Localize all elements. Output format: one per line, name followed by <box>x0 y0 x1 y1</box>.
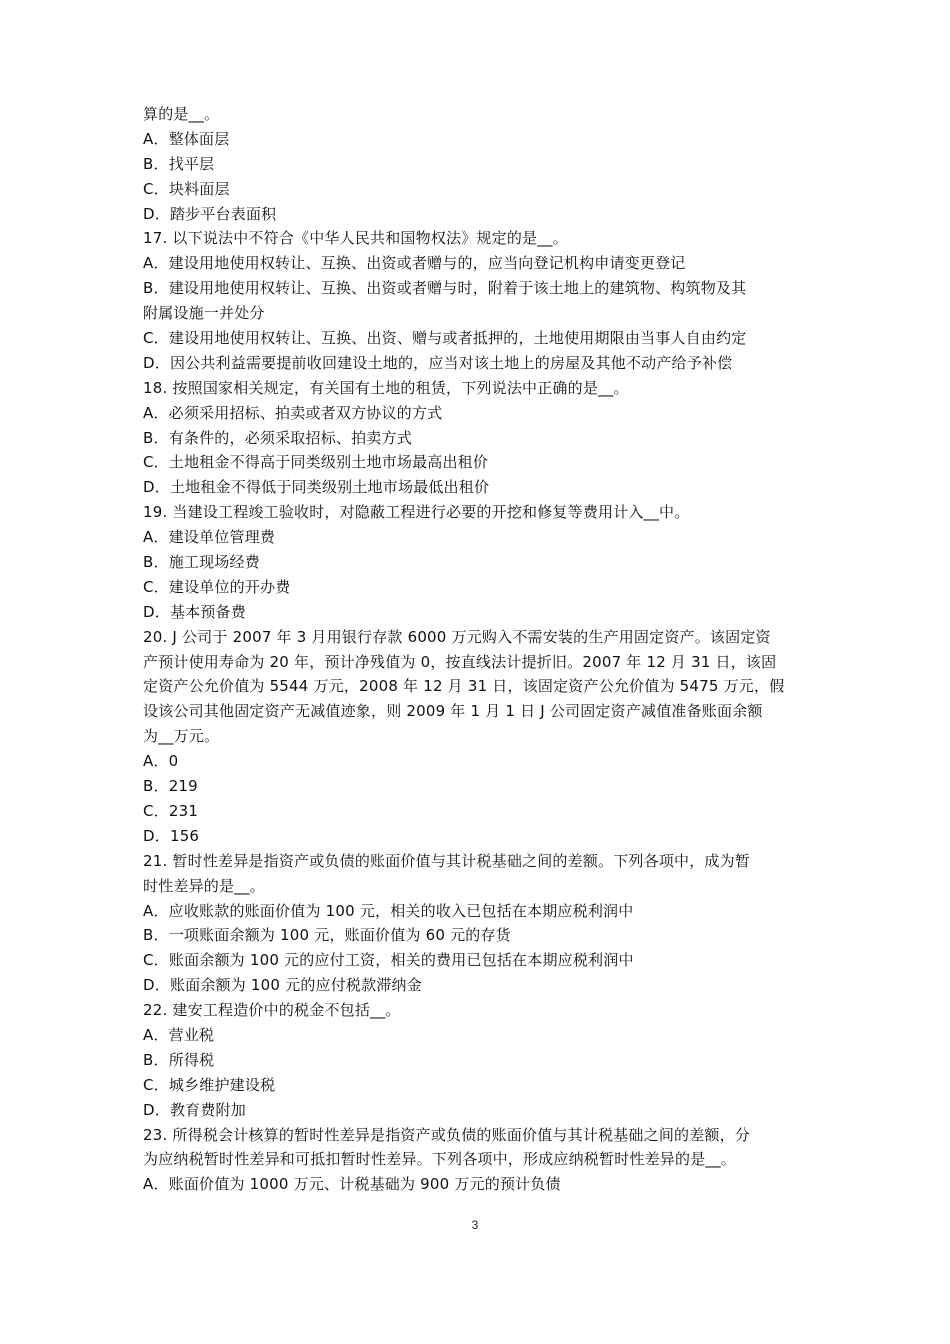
text-line: A．必须采用招标、拍卖或者双方协议的方式 <box>143 403 443 422</box>
document-body <box>143 102 815 1197</box>
text-line: A．应收账款的账面价值为 100 元，相关的收入已包括在本期应税利润中 <box>143 901 634 920</box>
text-line: C．建设用地使用权转让、互换、出资、赠与或者抵押的，土地使用期限由当事人自由约定 <box>143 329 747 348</box>
text-line: B．一项账面余额为 100 元，账面价值为 60 元的存货 <box>143 926 511 945</box>
text-line: 产预计使用寿命为 20 年，预计净残值为 0，按直线法计提折旧。2007 年 12 月 31 日，该固 <box>143 652 777 671</box>
question-23: 23. 所得税会计核算的暂时性差异是指资产或负债的账面价值与其计税基础之间的差额，分 <box>143 1125 751 1144</box>
text-line: A．0 <box>143 752 179 771</box>
text-line: B．有条件的，必须采取招标、拍卖方式 <box>143 428 412 447</box>
question-19: 19. 当建设工程竣工验收时，对隐蔽工程进行必要的开挖和修复等费用计入__中。 <box>143 503 690 522</box>
text-line: 时性差异的是__。 <box>143 876 265 895</box>
text-line: C．231 <box>143 801 199 820</box>
text-line: C．土地租金不得高于同类级别土地市场最高出租价 <box>143 453 489 472</box>
text-line: B．所得税 <box>143 1050 215 1069</box>
text-line: D．156 <box>143 826 200 845</box>
text-line: 附属设施一并处分 <box>143 304 265 323</box>
text-line: A．整体面层 <box>143 129 230 148</box>
text-line: 设该公司其他固定资产无减值迹象，则 2009 年 1 月 1 日 J 公司固定资产减值准备账面余额 <box>143 702 763 721</box>
text-line: A．建设单位管理费 <box>143 528 276 547</box>
text-line: B．219 <box>143 777 198 796</box>
text-line: A．账面价值为 1000 万元、计税基础为 900 万元的预计负债 <box>143 1175 561 1194</box>
question-18: 18. 按照国家相关规定，有关国有土地的租赁，下列说法中正确的是__。 <box>143 378 629 397</box>
text-line: C．块料面层 <box>143 179 230 198</box>
text-line: 定资产公允价值为 5544 万元，2008 年 12 月 31 日，该固定资产公允价值为 5475 万元，假 <box>143 677 785 696</box>
text-line: D．基本预备费 <box>143 602 246 621</box>
text-line: D．土地租金不得低于同类级别土地市场最低出租价 <box>143 478 490 497</box>
question-21: 21. 暂时性差异是指资产或负债的账面价值与其计税基础之间的差额。下列各项中，成为暂 <box>143 851 751 870</box>
text-line: D．因公共利益需要提前收回建设土地的，应当对该土地上的房屋及其他不动产给予补偿 <box>143 353 733 372</box>
text-line: B．建设用地使用权转让、互换、出资或者赠与时，附着于该土地上的建筑物、构筑物及其 <box>143 279 747 298</box>
text-line: B．施工现场经费 <box>143 553 260 572</box>
text-line: D．账面余额为 100 元的应付税款滞纳金 <box>143 976 422 995</box>
text-line: D．踏步平台表面积 <box>143 204 277 223</box>
text-line: C．城乡维护建设税 <box>143 1075 276 1094</box>
text-line: A．建设用地使用权转让、互换、出资或者赠与的，应当向登记机构申请变更登记 <box>143 254 686 273</box>
text-line: B．找平层 <box>143 154 215 173</box>
text-line: C．账面余额为 100 元的应付工资，相关的费用已包括在本期应税利润中 <box>143 951 634 970</box>
text-line: A．营业税 <box>143 1025 215 1044</box>
text-line: D．教育费附加 <box>143 1100 246 1119</box>
question-20: 20. J 公司于 2007 年 3 月用银行存款 6000 万元购入不需安装的生产用固定资产。该固定资 <box>143 627 771 646</box>
text-line: C．建设单位的开办费 <box>143 577 291 596</box>
page-number: 3 <box>471 1218 479 1232</box>
question-22: 22. 建安工程造价中的税金不包括__。 <box>143 1001 401 1020</box>
text-line: 为应纳税暂时性差异和可抵扣暂时性差异。下列各项中，形成应纳税暂时性差异的是__。 <box>143 1150 737 1169</box>
text-line: 为__万元。 <box>143 727 220 746</box>
question-17: 17. 以下说法中不符合《中华人民共和国物权法》规定的是__。 <box>143 229 568 248</box>
text-line: 算的是__。 <box>143 105 220 123</box>
